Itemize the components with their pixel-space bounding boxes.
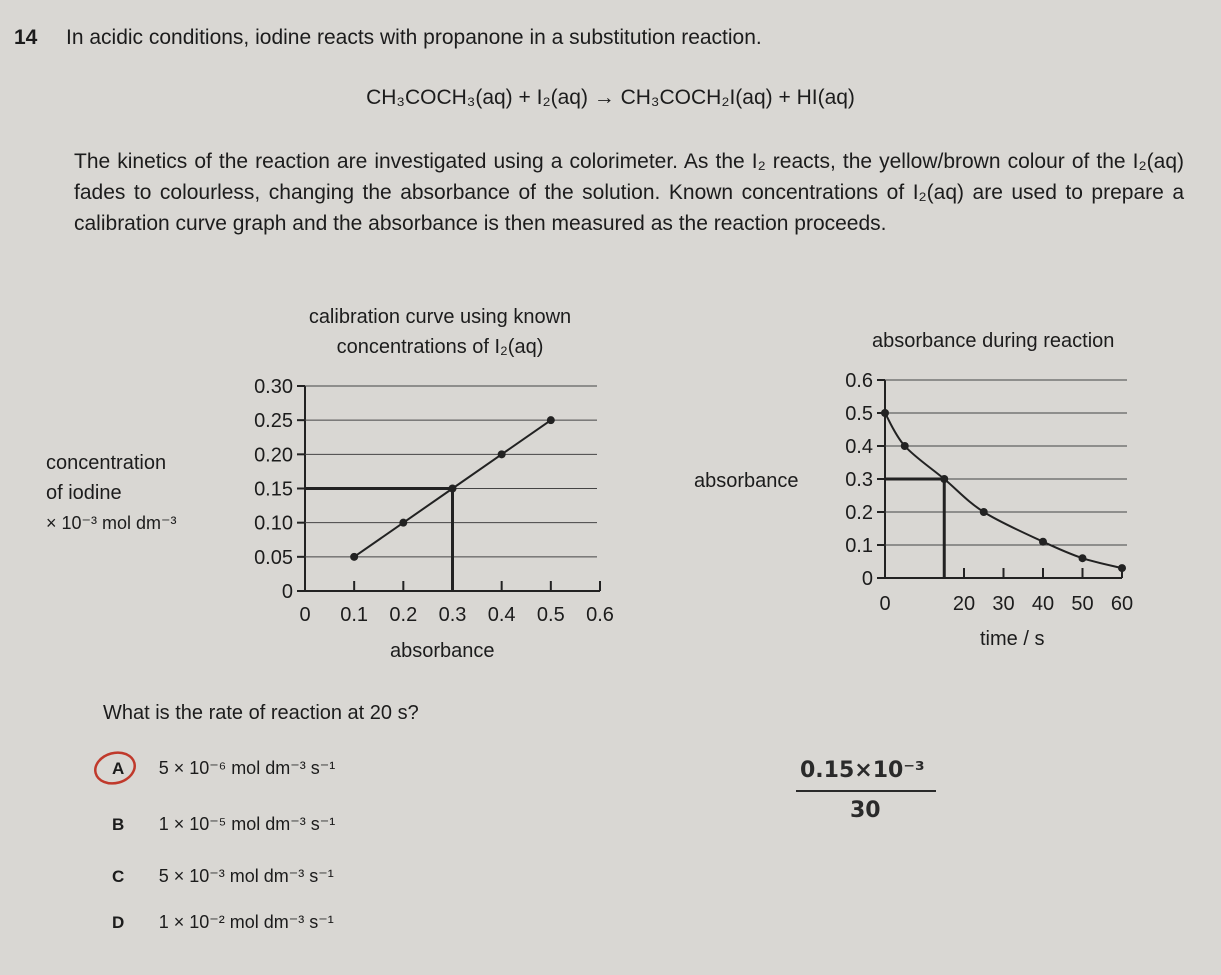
- chart1-x-tick-label: 0.3: [438, 604, 467, 626]
- calibration-y-label-line3: × 10⁻³ mol dm⁻³: [46, 513, 177, 533]
- reaction-y-tick-label: 0.6: [845, 370, 873, 392]
- reaction-x-tick-label: 50: [1071, 593, 1094, 615]
- chart1-x-tick-label: 0.5: [536, 604, 565, 626]
- chart1-x-tick-label: 0.4: [487, 604, 516, 626]
- question-paragraph: The kinetics of the reaction are investigated using a colorimeter. As the I₂ reacts, the yellow/brown colour of the I₂(aq) fades to colourless, changing the absorbance of the solution. Known concentrations of I₂(aq) are used to prepare a calibration curve graph and the absorbance is then measured as the reaction proceeds.: [74, 150, 1184, 235]
- question-intro: In acidic conditions, iodine reacts with propanone in a substitution reaction.: [66, 26, 762, 49]
- reaction-data-point: [1118, 564, 1126, 572]
- question-prompt: What is the rate of reaction at 20 s?: [103, 702, 419, 724]
- option-b-letter: B: [112, 815, 125, 834]
- calibration-y-label-line2: of iodine: [46, 482, 122, 504]
- option-d-letter: D: [112, 913, 125, 932]
- reaction-data-point: [980, 508, 988, 516]
- handwritten-numerator: 0.15×10⁻³: [800, 758, 925, 783]
- reaction-y-label: absorbance: [694, 470, 799, 492]
- option-a-letter: A: [112, 759, 125, 778]
- reaction-x-tick-label: 0: [879, 593, 891, 615]
- reaction-y-tick-label: 0.1: [845, 535, 873, 557]
- reaction-x-tick-label: 60: [1110, 593, 1134, 615]
- reaction-data-point: [1079, 554, 1087, 562]
- chart1-x-tick-label: 0: [299, 604, 311, 626]
- reaction-data-point: [1039, 538, 1047, 546]
- option-b-text: 1 × 10⁻⁵ mol dm⁻³ s⁻¹: [158, 814, 336, 834]
- handwritten-denominator: 30: [850, 798, 881, 823]
- chart1-y-tick-label: 0: [281, 581, 293, 603]
- chart1-y-tick-label: 0.15: [254, 478, 293, 501]
- chart1-x-tick-label: 0.2: [389, 604, 418, 626]
- reaction-data-point: [901, 442, 909, 450]
- option-c-letter: C: [112, 867, 125, 886]
- chart1-y-tick-label: 0.05: [254, 546, 293, 569]
- option-a-text: 5 × 10⁻⁶ mol dm⁻³ s⁻¹: [158, 758, 336, 778]
- chart1-x-tick-label: 0.1: [340, 604, 369, 626]
- reaction-y-tick-label: 0: [861, 568, 873, 590]
- reaction-data-point: [881, 409, 889, 417]
- reaction-y-tick-label: 0.3: [845, 469, 873, 491]
- calibration-x-label: absorbance: [390, 640, 495, 662]
- chart1-x-tick-label: 0.6: [586, 604, 614, 626]
- option-a[interactable]: [112, 758, 335, 779]
- handwritten-fraction-bar: [796, 790, 936, 792]
- option-d[interactable]: [112, 912, 334, 933]
- option-b[interactable]: [112, 814, 335, 835]
- reaction-x-label: time / s: [980, 628, 1045, 650]
- reaction-y-tick-label: 0.2: [845, 502, 873, 524]
- reaction-equation: CH₃COCH₃(aq) + I₂(aq) → CH₃COCH₂I(aq) + HI(aq): [366, 86, 855, 109]
- reaction-chart-title: absorbance during reaction: [872, 330, 1115, 352]
- chart1-y-tick-label: 0.10: [254, 512, 293, 535]
- reaction-x-tick-label: 20: [952, 593, 976, 615]
- chart1-y-tick-label: 0.25: [254, 410, 293, 433]
- calibration-title-line2: concentrations of I₂(aq): [336, 336, 544, 358]
- option-c[interactable]: [112, 866, 334, 887]
- calibration-y-label-line1: concentration: [46, 452, 167, 474]
- question-number: 14: [14, 26, 38, 49]
- reaction-y-tick-label: 0.4: [845, 436, 873, 458]
- option-c-text: 5 × 10⁻³ mol dm⁻³ s⁻¹: [158, 866, 334, 886]
- reaction-x-tick-label: 30: [992, 593, 1015, 615]
- reaction-y-tick-label: 0.5: [845, 403, 873, 425]
- reaction-x-tick-label: 40: [1031, 593, 1055, 615]
- chart1-y-tick-label: 0.20: [254, 444, 293, 467]
- chart1-y-tick-label: 0.30: [254, 376, 293, 398]
- option-d-text: 1 × 10⁻² mol dm⁻³ s⁻¹: [158, 912, 334, 932]
- calibration-title-line1: calibration curve using known: [308, 306, 572, 328]
